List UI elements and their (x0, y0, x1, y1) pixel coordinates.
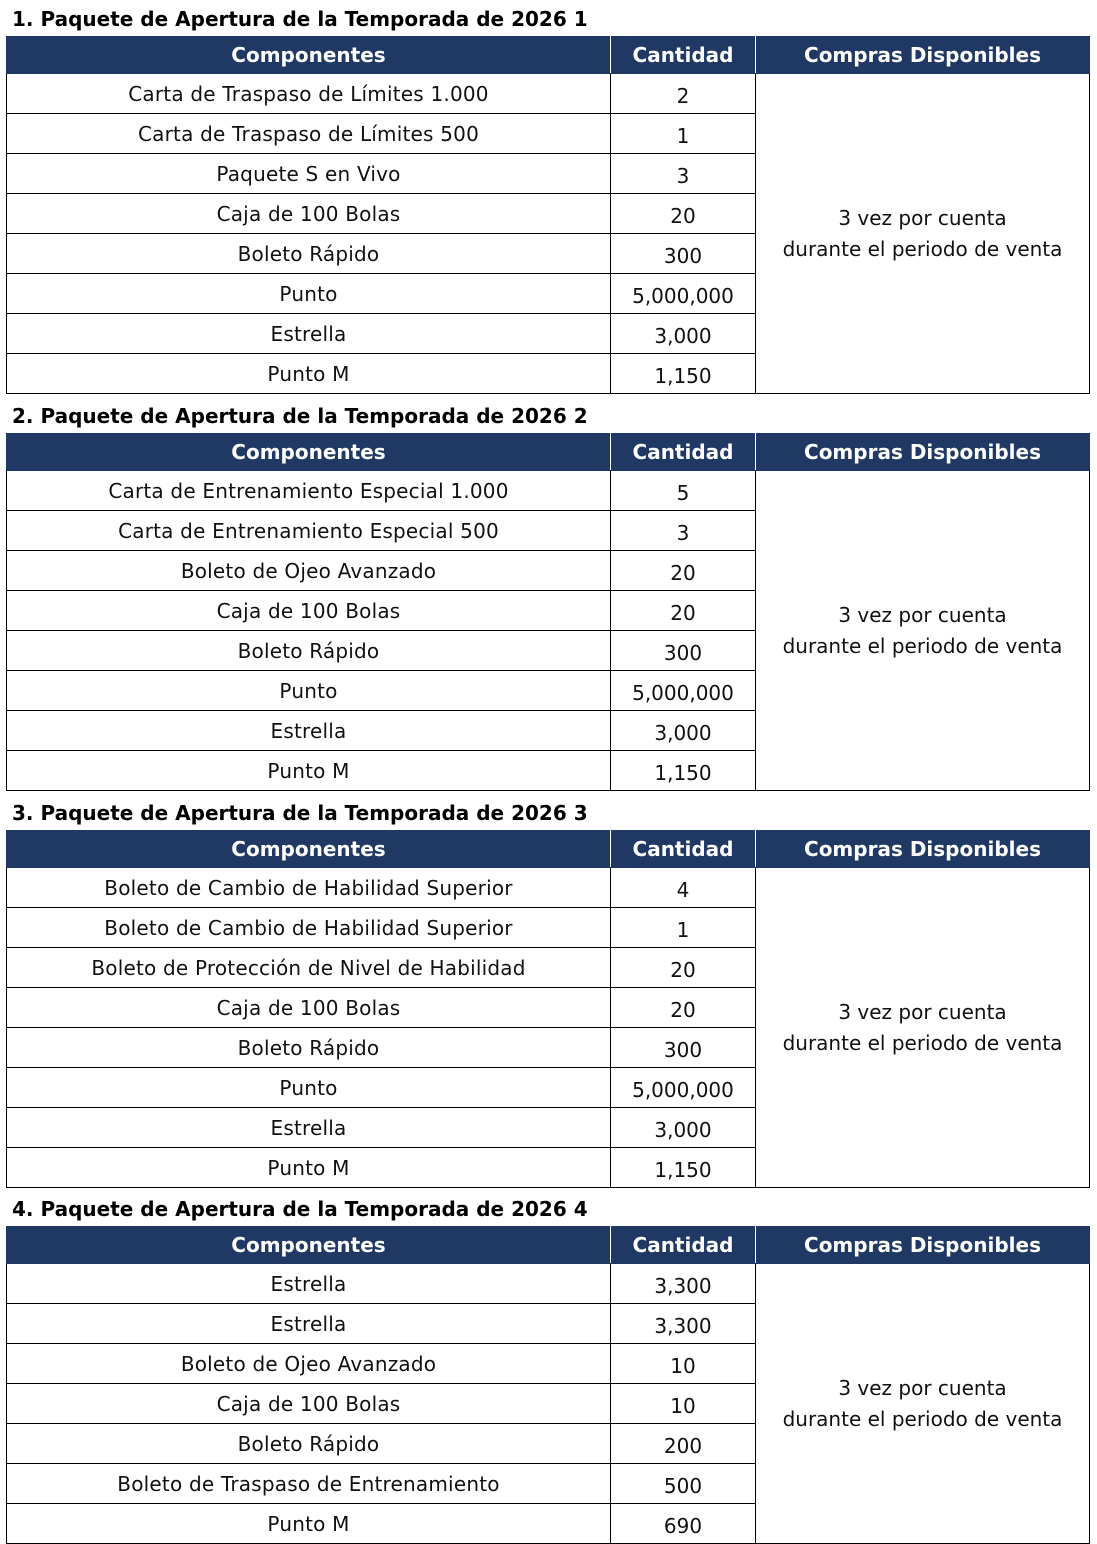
quantity-cell: 3,300 (611, 1264, 756, 1304)
quantity-cell: 500 (611, 1464, 756, 1504)
component-cell: Estrella (7, 1264, 611, 1304)
component-cell: Estrella (7, 1304, 611, 1344)
quantity-cell: 300 (611, 631, 756, 671)
table-row (7, 471, 1090, 511)
availability-line-1: 3 vez por cuenta (838, 999, 1007, 1024)
quantity-cell: 10 (611, 1384, 756, 1424)
table-header-row (7, 1227, 1090, 1264)
component-cell: Punto M (7, 1504, 611, 1544)
header-purchases: Compras Disponibles (756, 1227, 1090, 1264)
quantity-cell: 3 (611, 154, 756, 194)
quantity-cell: 10 (611, 1344, 756, 1384)
quantity-cell: 20 (611, 988, 756, 1028)
component-cell: Carta de Entrenamiento Especial 500 (7, 511, 611, 551)
availability-line-1: 3 vez por cuenta (838, 602, 1007, 627)
header-components: Componentes (7, 831, 611, 868)
component-cell: Paquete S en Vivo (7, 154, 611, 194)
table-header-row (7, 37, 1090, 74)
quantity-cell: 300 (611, 234, 756, 274)
quantity-cell: 2 (611, 74, 756, 114)
component-cell: Estrella (7, 314, 611, 354)
component-cell: Caja de 100 Bolas (7, 194, 611, 234)
availability-cell (756, 74, 1090, 394)
component-cell: Boleto de Protección de Nivel de Habilidad (7, 948, 611, 988)
header-purchases: Compras Disponibles (756, 37, 1090, 74)
component-cell: Boleto Rápido (7, 1028, 611, 1068)
component-cell: Carta de Traspaso de Límites 1.000 (7, 74, 611, 114)
availability-cell (756, 868, 1090, 1188)
component-cell: Caja de 100 Bolas (7, 988, 611, 1028)
quantity-cell: 20 (611, 948, 756, 988)
availability-line-2: durante el periodo de venta (782, 236, 1063, 261)
availability-line-1: 3 vez por cuenta (838, 1375, 1007, 1400)
component-cell: Punto M (7, 354, 611, 394)
quantity-cell: 20 (611, 551, 756, 591)
quantity-cell: 1 (611, 114, 756, 154)
quantity-cell: 1,150 (611, 751, 756, 791)
component-cell: Boleto Rápido (7, 631, 611, 671)
table-row (7, 74, 1090, 114)
header-purchases: Compras Disponibles (756, 434, 1090, 471)
component-cell: Punto M (7, 751, 611, 791)
quantity-cell: 5,000,000 (611, 1068, 756, 1108)
availability-line-2: durante el periodo de venta (782, 633, 1063, 658)
header-components: Componentes (7, 1227, 611, 1264)
quantity-cell: 4 (611, 868, 756, 908)
component-cell: Punto (7, 274, 611, 314)
table-header-row (7, 434, 1090, 471)
component-cell: Boleto de Traspaso de Entrenamiento (7, 1464, 611, 1504)
component-cell: Carta de Traspaso de Límites 500 (7, 114, 611, 154)
package-title: 3. Paquete de Apertura de la Temporada de 2026 3 (12, 801, 588, 825)
component-cell: Caja de 100 Bolas (7, 591, 611, 631)
quantity-cell: 300 (611, 1028, 756, 1068)
package-title: 4. Paquete de Apertura de la Temporada de 2026 4 (12, 1197, 588, 1221)
quantity-cell: 690 (611, 1504, 756, 1544)
availability-cell (756, 1264, 1090, 1544)
quantity-cell: 5,000,000 (611, 274, 756, 314)
package-title: 1. Paquete de Apertura de la Temporada de 2026 1 (12, 7, 588, 31)
quantity-cell: 3,300 (611, 1304, 756, 1344)
quantity-cell: 20 (611, 194, 756, 234)
component-cell: Estrella (7, 1108, 611, 1148)
component-cell: Carta de Entrenamiento Especial 1.000 (7, 471, 611, 511)
package-table (6, 36, 1090, 394)
component-cell: Boleto de Cambio de Habilidad Superior (7, 908, 611, 948)
header-purchases: Compras Disponibles (756, 831, 1090, 868)
component-cell: Punto M (7, 1148, 611, 1188)
component-cell: Punto (7, 1068, 611, 1108)
quantity-cell: 3,000 (611, 711, 756, 751)
header-quantity: Cantidad (611, 831, 756, 868)
component-cell: Punto (7, 671, 611, 711)
component-cell: Boleto de Cambio de Habilidad Superior (7, 868, 611, 908)
component-cell: Caja de 100 Bolas (7, 1384, 611, 1424)
quantity-cell: 1 (611, 908, 756, 948)
component-cell: Boleto Rápido (7, 1424, 611, 1464)
table-row (7, 868, 1090, 908)
quantity-cell: 3 (611, 511, 756, 551)
quantity-cell: 3,000 (611, 314, 756, 354)
quantity-cell: 1,150 (611, 1148, 756, 1188)
table-row (7, 1264, 1090, 1304)
availability-line-2: durante el periodo de venta (782, 1030, 1063, 1055)
package-table (6, 1226, 1090, 1544)
quantity-cell: 3,000 (611, 1108, 756, 1148)
quantity-cell: 200 (611, 1424, 756, 1464)
header-components: Componentes (7, 434, 611, 471)
component-cell: Boleto de Ojeo Avanzado (7, 551, 611, 591)
quantity-cell: 1,150 (611, 354, 756, 394)
package-title: 2. Paquete de Apertura de la Temporada de 2026 2 (12, 404, 588, 428)
quantity-cell: 5,000,000 (611, 671, 756, 711)
quantity-cell: 5 (611, 471, 756, 511)
component-cell: Estrella (7, 711, 611, 751)
package-table (6, 433, 1090, 791)
availability-cell (756, 471, 1090, 791)
component-cell: Boleto de Ojeo Avanzado (7, 1344, 611, 1384)
table-header-row (7, 831, 1090, 868)
header-quantity: Cantidad (611, 37, 756, 74)
availability-line-1: 3 vez por cuenta (838, 205, 1007, 230)
component-cell: Boleto Rápido (7, 234, 611, 274)
header-components: Componentes (7, 37, 611, 74)
header-quantity: Cantidad (611, 1227, 756, 1264)
availability-line-2: durante el periodo de venta (782, 1406, 1063, 1431)
header-quantity: Cantidad (611, 434, 756, 471)
package-table (6, 830, 1090, 1188)
quantity-cell: 20 (611, 591, 756, 631)
